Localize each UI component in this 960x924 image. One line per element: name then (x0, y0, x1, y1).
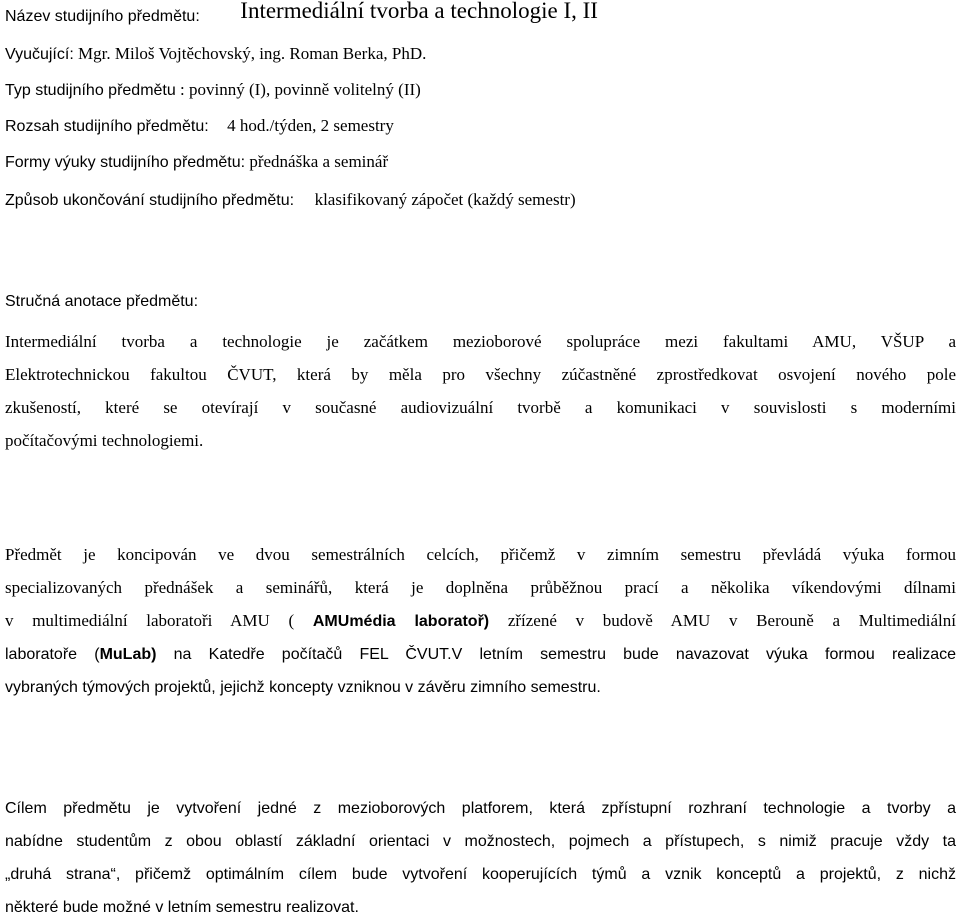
paragraph-line: „druhá strana“, přičemž optimálním cílem bude vytvoření kooperujících týmů a vznik konceptů a projektů, z nichž (5, 866, 956, 883)
paragraph-line (5, 638, 956, 671)
mulab-name: MuLab) (99, 646, 157, 663)
paragraph-line: zkušeností, které se otevírají v současné audiovizuální tvorbě a komunikaci v souvislosti s moderními (5, 398, 956, 417)
course-name-label: Název studijního předmětu: (5, 8, 200, 25)
course-name-row (5, 0, 598, 27)
course-scope-label: Rozsah studijního předmětu: (5, 118, 209, 135)
paragraph-line: Cílem předmětu je vytvoření jedné z mezioborových platforem, která zpřístupní rozhraní technologie a tvorby a (5, 800, 956, 817)
teachers-label: Vyučující: (5, 46, 74, 63)
teaching-forms-label: Formy výuky studijního předmětu: (5, 154, 246, 171)
paragraph-text: laboratoře ( (5, 646, 100, 663)
amu-media-lab-name: AMUmédia laboratoř) (312, 613, 490, 630)
teachers-row (5, 44, 426, 65)
paragraph-line: některé bude možné v letním semestru realizovat. (5, 899, 359, 916)
course-name-value: Intermediální tvorba a technologie I, II (240, 0, 598, 23)
completion-row (5, 190, 576, 211)
teachers-value: Mgr. Miloš Vojtěchovský, ing. Roman Berka, PhD. (73, 44, 427, 63)
paragraph-text: zřízené v budově AMU v Berouně a Multimediální (489, 611, 956, 630)
annotation-paragraph-1 (5, 325, 956, 457)
completion-label: Způsob ukončování studijního předmětu: (5, 192, 295, 209)
course-type-label: Typ studijního předmětu (5, 82, 176, 99)
paragraph-line (5, 604, 956, 638)
teaching-forms-row (5, 152, 388, 173)
course-type-row (5, 80, 421, 101)
paragraph-line: Předmět je koncipován ve dvou semestrálních celcích, přičemž v zimním semestru převládá výuka formou (5, 545, 956, 564)
paragraph-line: specializovaných přednášek a seminářů, která je doplněna průběžnou prací a několika víkendovými dílnami (5, 578, 956, 597)
course-scope-value: 4 hod./týden, 2 semestry (227, 116, 394, 135)
annotation-paragraph-3 (5, 792, 956, 924)
paragraph-text: v multimediální laboratoři AMU ( (5, 611, 313, 630)
paragraph-line: počítačovými technologiemi. (5, 431, 204, 450)
annotation-heading: Stručná anotace předmětu: (5, 293, 199, 310)
paragraph-line: Intermediální tvorba a technologie je začátkem mezioborové spolupráce mezi fakultami AMU, VŠUP a (5, 332, 956, 351)
paragraph-line: Elektrotechnickou fakultou ČVUT, která by měla pro všechny zúčastněné zprostředkovat osvojení nového pole (5, 365, 956, 384)
annotation-paragraph-2 (5, 538, 956, 704)
paragraph-text: na Katedře počítačů FEL ČVUT.V letním semestru bude navazovat výuka formou realizace (156, 646, 956, 663)
completion-value: klasifikovaný zápočet (každý semestr) (314, 190, 576, 209)
paragraph-line: nabídne studentům z obou oblastí základní orientaci v možnostech, pojmech a přístupech, s nimiž pracuje vždy ta (5, 833, 956, 850)
paragraph-line: vybraných týmových projektů, jejichž koncepty vzniknou v závěru zimního semestru. (5, 679, 601, 696)
course-scope-row (5, 116, 394, 137)
teaching-forms-value: přednáška a seminář (245, 152, 389, 171)
course-type-value: : povinný (I), povinně volitelný (II) (175, 80, 421, 99)
